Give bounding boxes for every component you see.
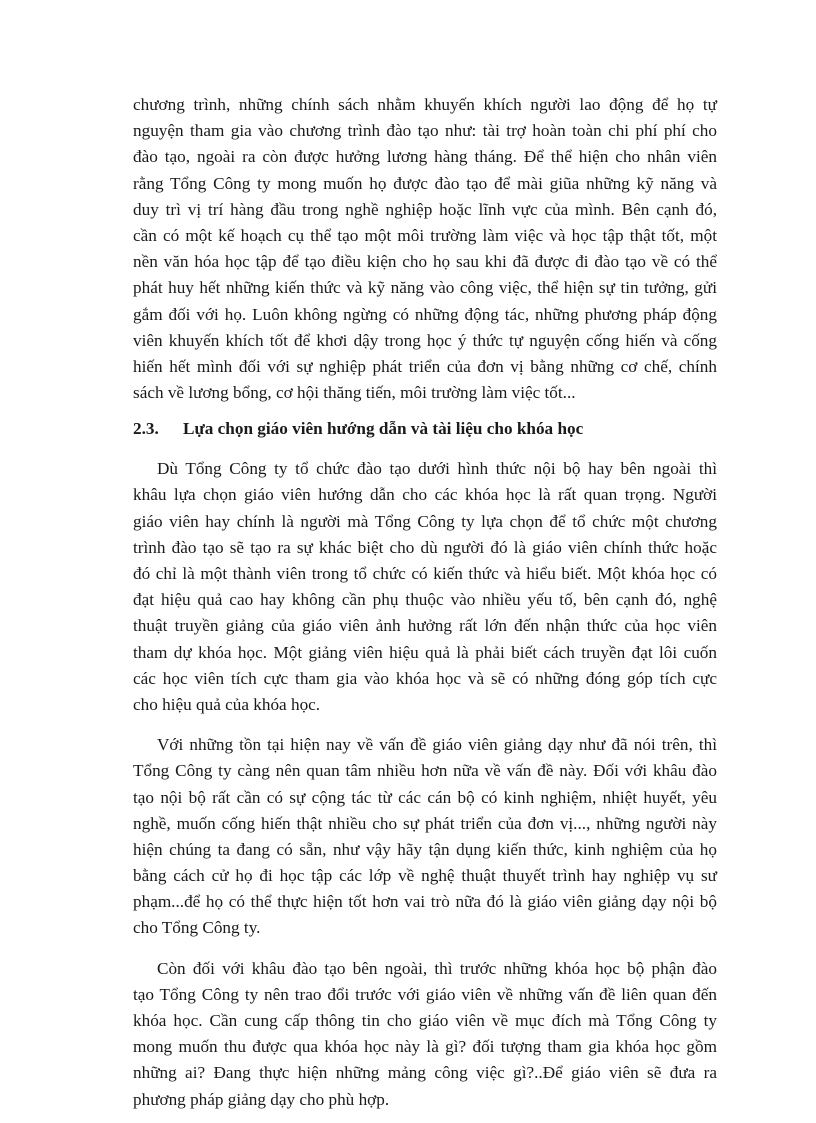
text-line: duy trì vị trí hàng đầu trong nghề nghiệp hoặc lĩnh vực của mình. Bên cạnh đó, xyxy=(133,199,717,219)
text-line: Với những tồn tại hiện nay về vấn đề giáo viên giảng dạy như đã nói trên, thì xyxy=(157,735,717,755)
text-line: chương trình, những chính sách nhằm khuyến khích người lao động để họ tự xyxy=(133,95,717,114)
section-heading xyxy=(133,416,717,442)
text-line: gắm đối với họ. Luôn không ngừng có những động tác, những phương pháp động xyxy=(133,304,717,324)
text-line: bằng cách cử họ đi học tập các lớp về nghệ thuật thuyết trình hay nghiệp vụ sư xyxy=(133,866,717,886)
paragraph-internal-training xyxy=(133,732,717,942)
paragraph-external-training xyxy=(133,956,717,1113)
text-line: đó chỉ là một thành viên trong tổ chức có kiến thức và hiểu biết. Một khóa học có xyxy=(133,564,717,583)
text-line: Dù Tổng Công ty tổ chức đào tạo dưới hình thức nội bộ hay bên ngoài thì xyxy=(157,459,717,479)
paragraph-teacher-selection xyxy=(133,456,717,718)
text-line: hiện chúng ta đang có sẵn, như vậy hãy tận dụng kiến thức, kinh nghiệm của họ xyxy=(133,839,717,859)
text-line: Còn đối với khâu đào tạo bên ngoài, thì trước những khóa học bộ phận đào xyxy=(157,958,717,978)
text-line: sách về lương bổng, cơ hội thăng tiến, môi trường làm việc tốt... xyxy=(133,383,576,403)
text-line: Tổng Công ty càng nên quan tâm nhiều hơn nữa về vấn đề này. Đối với khâu đào xyxy=(133,761,717,781)
text-line: phương pháp giảng dạy cho phù hợp. xyxy=(133,1089,390,1109)
text-line: cho Tổng Công ty. xyxy=(133,918,261,938)
text-line: rằng Tổng Công ty mong muốn họ được đào tạo để mài giũa những kỹ năng và xyxy=(133,173,717,193)
text-line: cho hiệu quả của khóa học. xyxy=(133,694,321,714)
text-line: viên khuyến khích tốt để khơi dậy trong học ý thức tự nguyện cống hiến và cống xyxy=(133,330,717,350)
text-line: đào tạo, ngoài ra còn được hưởng lương hàng tháng. Để thể hiện cho nhân viên xyxy=(133,147,717,167)
paragraph-intro xyxy=(133,92,717,406)
text-line: cần có một kế hoạch cụ thể tạo một môi trường làm việc và học tập thật tốt, một xyxy=(133,225,717,245)
text-line: thuật truyền giảng của giáo viên ảnh hưởng rất lớn đến nhận thức của học viên xyxy=(133,616,717,636)
text-line: nguyện tham gia vào chương trình đào tạo như: tài trợ hoàn toàn chi phí phí cho xyxy=(133,121,717,141)
text-line: tạo nội bộ rất cần có sự cộng tác từ các cán bộ có kinh nghiệm, nhiệt huyết, yêu xyxy=(133,787,717,807)
text-line: nền văn hóa học tập để tạo điều kiện cho họ sau khi đã được đi đào tạo về có thể xyxy=(133,252,717,272)
text-line: khâu lựa chọn giáo viên hướng dẫn cho các khóa học là rất quan trọng. Người xyxy=(133,485,717,505)
text-line: phạm...để họ có thể thực hiện tốt hơn vai trò nữa đó là giáo viên giảng dạy nội bộ xyxy=(133,892,717,912)
text-line: đạt hiệu quả cao hay không cần phụ thuộc vào nhiều yếu tố, bên cạnh đó, nghệ xyxy=(133,590,717,610)
text-line: trình đào tạo sẽ tạo ra sự khác biệt cho dù người đó là giáo viên chính thức hoặc xyxy=(133,537,717,557)
section-number: 2.3. xyxy=(133,419,159,439)
text-line: hiến hết mình đối với sự nghiệp phát triển của đơn vị bằng những cơ chế, chính xyxy=(133,356,717,376)
text-line: các học viên tích cực tham gia vào khóa học và sẽ có những đóng góp tích cực xyxy=(133,668,717,688)
section-title: Lựa chọn giáo viên hướng dẫn và tài liệu cho khóa học xyxy=(183,419,584,439)
text-line: nghề, muốn cống hiến thật nhiều cho sự phát triển của đơn vị..., những người này xyxy=(133,813,717,833)
text-line: giáo viên hay chính là người mà Tổng Công ty lựa chọn để tổ chức một chương xyxy=(133,511,717,531)
text-line: khóa học. Cần cung cấp thông tin cho giáo viên về mục đích mà Tổng Công ty xyxy=(133,1011,717,1030)
text-line: tham dự khóa học. Một giảng viên hiệu quả là phải biết cách truyền đạt lôi cuốn xyxy=(133,642,717,662)
text-line: tạo Tổng Công ty nên trao đổi trước với giáo viên về những vấn đề liên quan đến xyxy=(133,984,717,1004)
text-line: những ai? Đang thực hiện những mảng công việc gì?..Để giáo viên sẽ đưa ra xyxy=(133,1063,717,1083)
text-line: mong muốn thu được qua khóa học này là gì? đối tượng tham gia khóa học gồm xyxy=(133,1037,717,1057)
text-line: phát huy hết những kiến thức và kỹ năng vào công việc, thể hiện sự tin tưởng, gửi xyxy=(133,278,717,298)
document-page xyxy=(133,92,717,1113)
